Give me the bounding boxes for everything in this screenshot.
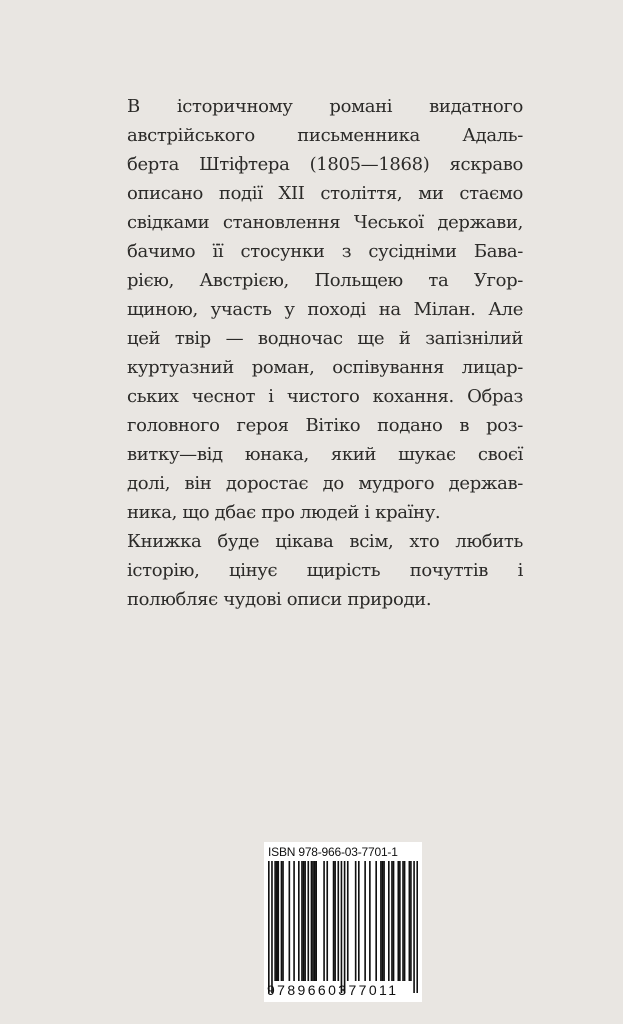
blurb-line: свідками становлення Чеської держави, xyxy=(127,212,523,233)
barcode-bar xyxy=(358,861,360,981)
barcode-bar xyxy=(311,861,313,981)
blurb-line: куртуазний роман, оспівування лицар- xyxy=(127,357,523,378)
barcode-bar xyxy=(380,861,382,981)
barcode-bar xyxy=(276,861,278,981)
barcode-bar xyxy=(369,861,371,981)
barcode-bar xyxy=(364,861,366,981)
barcode-bars xyxy=(268,861,418,993)
isbn-barcode xyxy=(264,842,422,1002)
barcode-bar xyxy=(416,861,418,993)
barcode-bar xyxy=(323,861,325,981)
blurb-line: щиною, участь у поході на Мілан. Але xyxy=(127,299,523,320)
barcode-bar xyxy=(333,861,335,981)
blurb-line: ських чеснот і чистого кохання. Образ xyxy=(127,386,523,407)
barcode-bar xyxy=(315,861,317,981)
blurb-line: витку—від юнака, який шукає своєї xyxy=(127,444,523,465)
barcode-digits: 9789660377011 xyxy=(267,982,399,998)
barcode-bar xyxy=(298,861,300,981)
barcode-bar xyxy=(307,861,309,981)
barcode-bar xyxy=(312,861,314,981)
blurb-line: Книжка буде цікава всім, хто любить xyxy=(127,531,523,552)
blurb-line: берта Штіфтера (1805—1868) яскраво xyxy=(127,154,523,175)
barcode-bar xyxy=(393,861,395,981)
barcode-bar xyxy=(281,861,283,981)
blurb-line: долі, він доростає до мудрого держав- xyxy=(127,473,523,494)
blurb-line: описано події XII століття, ми стаємо xyxy=(127,183,523,204)
barcode-bar xyxy=(274,861,276,981)
blurb-line: бачимо її стосунки з сусідніми Бава- xyxy=(127,241,523,262)
barcode-bar xyxy=(391,861,393,981)
barcode-bar xyxy=(293,861,295,981)
blurb-line: В історичному романі видатного xyxy=(127,96,523,117)
barcode-bar xyxy=(271,861,273,993)
blurb-line: ника, що дбає про людей і країну. xyxy=(127,502,441,523)
barcode-bar xyxy=(375,861,377,981)
blurb-line: рією, Австрією, Польщею та Угор- xyxy=(127,270,523,291)
barcode-bar xyxy=(355,861,357,981)
barcode-bar xyxy=(341,861,343,993)
barcode-bar xyxy=(314,861,316,981)
barcode-bar xyxy=(301,861,303,981)
barcode-bar xyxy=(397,861,399,981)
barcode-bar xyxy=(326,861,328,981)
barcode-bar xyxy=(303,861,305,981)
barcode-bar xyxy=(344,861,346,993)
barcode-bar xyxy=(268,861,270,993)
barcode-bar xyxy=(399,861,401,981)
barcode-bar xyxy=(409,861,411,981)
barcode-bar xyxy=(337,861,339,981)
barcode-bar xyxy=(282,861,284,981)
blurb-line: цей твір — водночас ще й запізнілий xyxy=(127,328,523,349)
isbn-label: ISBN 978-966-03-7701-1 xyxy=(268,845,398,859)
barcode-bar xyxy=(413,861,415,993)
barcode-bar xyxy=(334,861,336,981)
back-cover-blurb xyxy=(127,92,523,614)
blurb-line: австрійського письменника Адаль- xyxy=(127,125,523,146)
blurb-line: історію, цінує щирість почуттів і xyxy=(127,560,523,581)
barcode-bar xyxy=(382,861,384,981)
barcode-bar xyxy=(277,861,279,981)
barcode-bar xyxy=(347,861,349,981)
barcode-bar xyxy=(404,861,406,981)
barcode-bar xyxy=(289,861,291,981)
blurb-line: полюбляє чудові описи природи. xyxy=(127,589,432,610)
barcode-bar xyxy=(410,861,412,981)
blurb-line: головного героя Вітіко подано в роз- xyxy=(127,415,523,436)
barcode-bar xyxy=(402,861,404,981)
barcode-bar xyxy=(388,861,390,981)
barcode-bar xyxy=(304,861,306,981)
barcode-bar xyxy=(383,861,385,981)
